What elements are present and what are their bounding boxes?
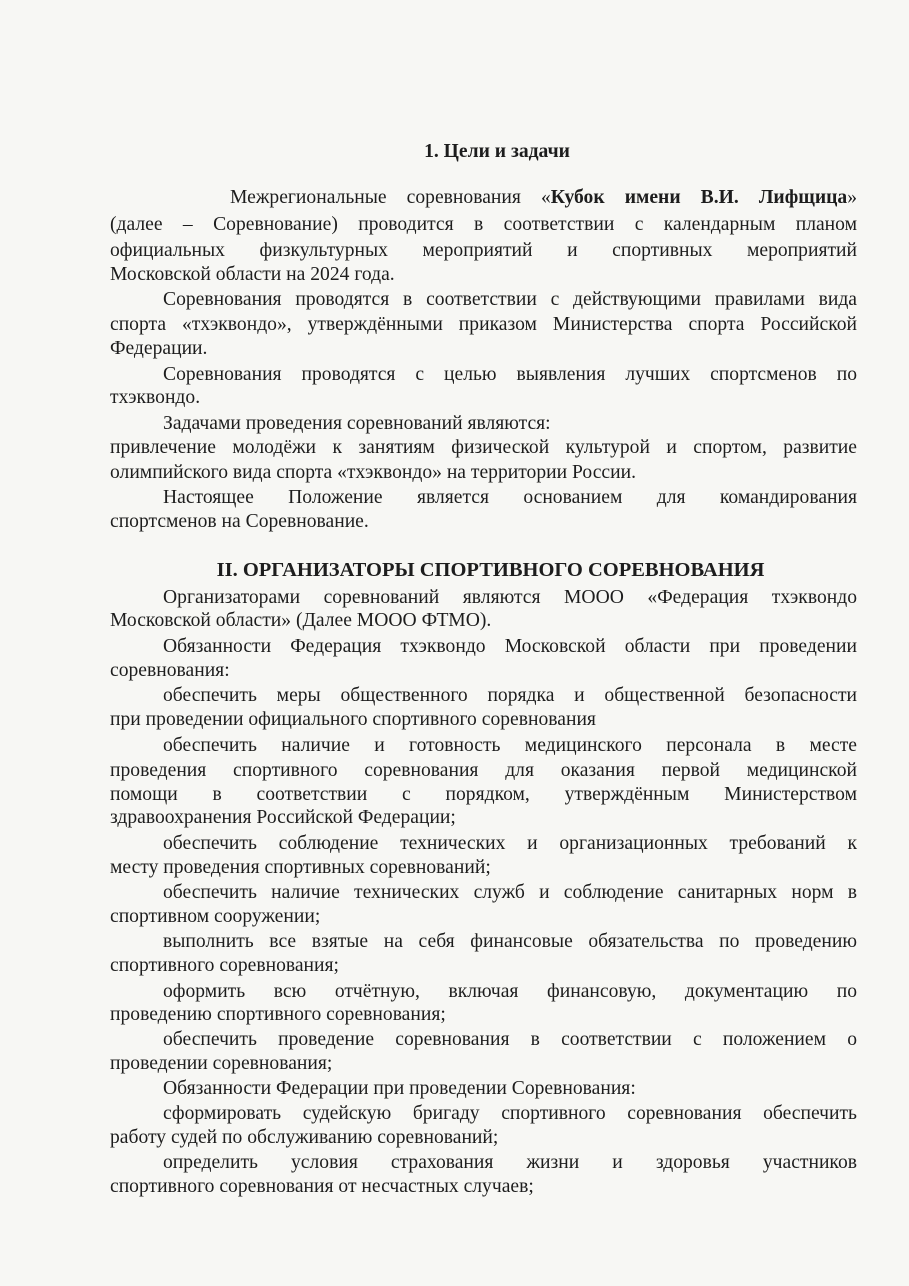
s2-p12-line1: определить условия страхования жизни и здоровья участников [163,1152,857,1173]
s2-p7-line1: выполнить все взятые на себя финансовые обязательства по проведению [163,931,857,952]
s2-p2-line2: соревнования: [110,660,230,681]
s2-p8-line1: оформить всю отчётную, включая финансовую, документацию по [163,981,857,1002]
s2-p4-line3: помощи в соответствии с порядком, утверждённым Министерством [110,784,857,805]
section-2-title: II. ОРГАНИЗАТОРЫ СПОРТИВНОГО СОРЕВНОВАНИЯ [216,559,765,581]
s1-p1-line1 [230,186,857,210]
s1-p5-line2: олимпийского вида спорта «тхэквондо» на территории России. [110,462,636,483]
s2-p5-line2: месту проведения спортивных соревнований; [110,857,491,878]
s2-p9-line2: проведении соревнования; [110,1053,333,1074]
s2-p4-line2: проведения спортивного соревнования для оказания первой медицинской [110,760,857,781]
s2-p4-line1: обеспечить наличие и готовность медицинского персонала в месте [163,735,857,756]
s2-p5-line1: обеспечить соблюдение технических и организационных требований к [163,833,857,854]
s2-p3-line2: при проведении официального спортивного соревнования [110,709,596,730]
s2-p12-line2: спортивного соревнования от несчастных случаев; [110,1176,534,1197]
s2-p2-line1: Обязанности Федерация тхэквондо Московской области при проведении [163,636,857,657]
s1-p3-line2: тхэквондо. [110,387,201,408]
s2-p11-line2: работу судей по обслуживанию соревнований; [110,1127,499,1148]
s1-p6-line2: спортсменов на Соревнование. [110,511,369,532]
s2-p7-line2: спортивного соревнования; [110,955,339,976]
s1-p4-line1: Задачами проведения соревнований являются: [163,413,551,434]
s2-p1-line2: Московской области» (Далее МООО ФТМО). [110,610,492,631]
s2-p10-line1: Обязанности Федерации при проведении Соревнования: [163,1078,636,1099]
s1-p3-line1: Соревнования проводятся с целью выявления лучших спортсменов по [163,364,857,385]
s1-p1-line3: официальных физкультурных мероприятий и спортивных мероприятий [110,240,857,261]
s2-p3-line1: обеспечить меры общественного порядка и общественной безопасности [163,685,857,706]
section-1-title: 1. Цели и задачи [424,141,570,162]
s2-p11-line1: сформировать судейскую бригаду спортивного соревнования обеспечить [163,1103,857,1124]
s1-p2-line3: Федерации. [110,338,208,359]
s2-p9-line1: обеспечить проведение соревнования в соответствии с положением о [163,1029,857,1050]
s1-p2-line2: спорта «тхэквондо», утверждёнными приказом Министерства спорта Российской [110,314,857,335]
s2-p1-line1: Организаторами соревнований являются МООО «Федерация тхэквондо [163,587,857,608]
s2-p4-line4: здравоохранения Российской Федерации; [110,807,456,828]
s1-p6-line1: Настоящее Положение является основанием для командирования [163,487,857,508]
s2-p8-line2: проведению спортивного соревнования; [110,1004,446,1025]
s1-p1-line2: (далее – Соревнование) проводится в соответствии с календарным планом [110,214,857,235]
s1-p1-text: Межрегиональные соревнования « [230,187,551,208]
s1-p1-quote: » [847,187,857,208]
cup-name-bold: Кубок имени В.И. Лифщица [550,187,848,208]
s2-p6-line2: спортивном сооружении; [110,906,321,927]
s1-p1-line4: Московской области на 2024 года. [110,264,395,285]
s1-p2-line1: Соревнования проводятся в соответствии с действующими правилами вида [163,289,857,310]
s2-p6-line1: обеспечить наличие технических служб и соблюдение санитарных норм в [163,882,857,903]
s1-p5-line1: привлечение молодёжи к занятиям физической культурой и спортом, развитие [110,437,857,458]
